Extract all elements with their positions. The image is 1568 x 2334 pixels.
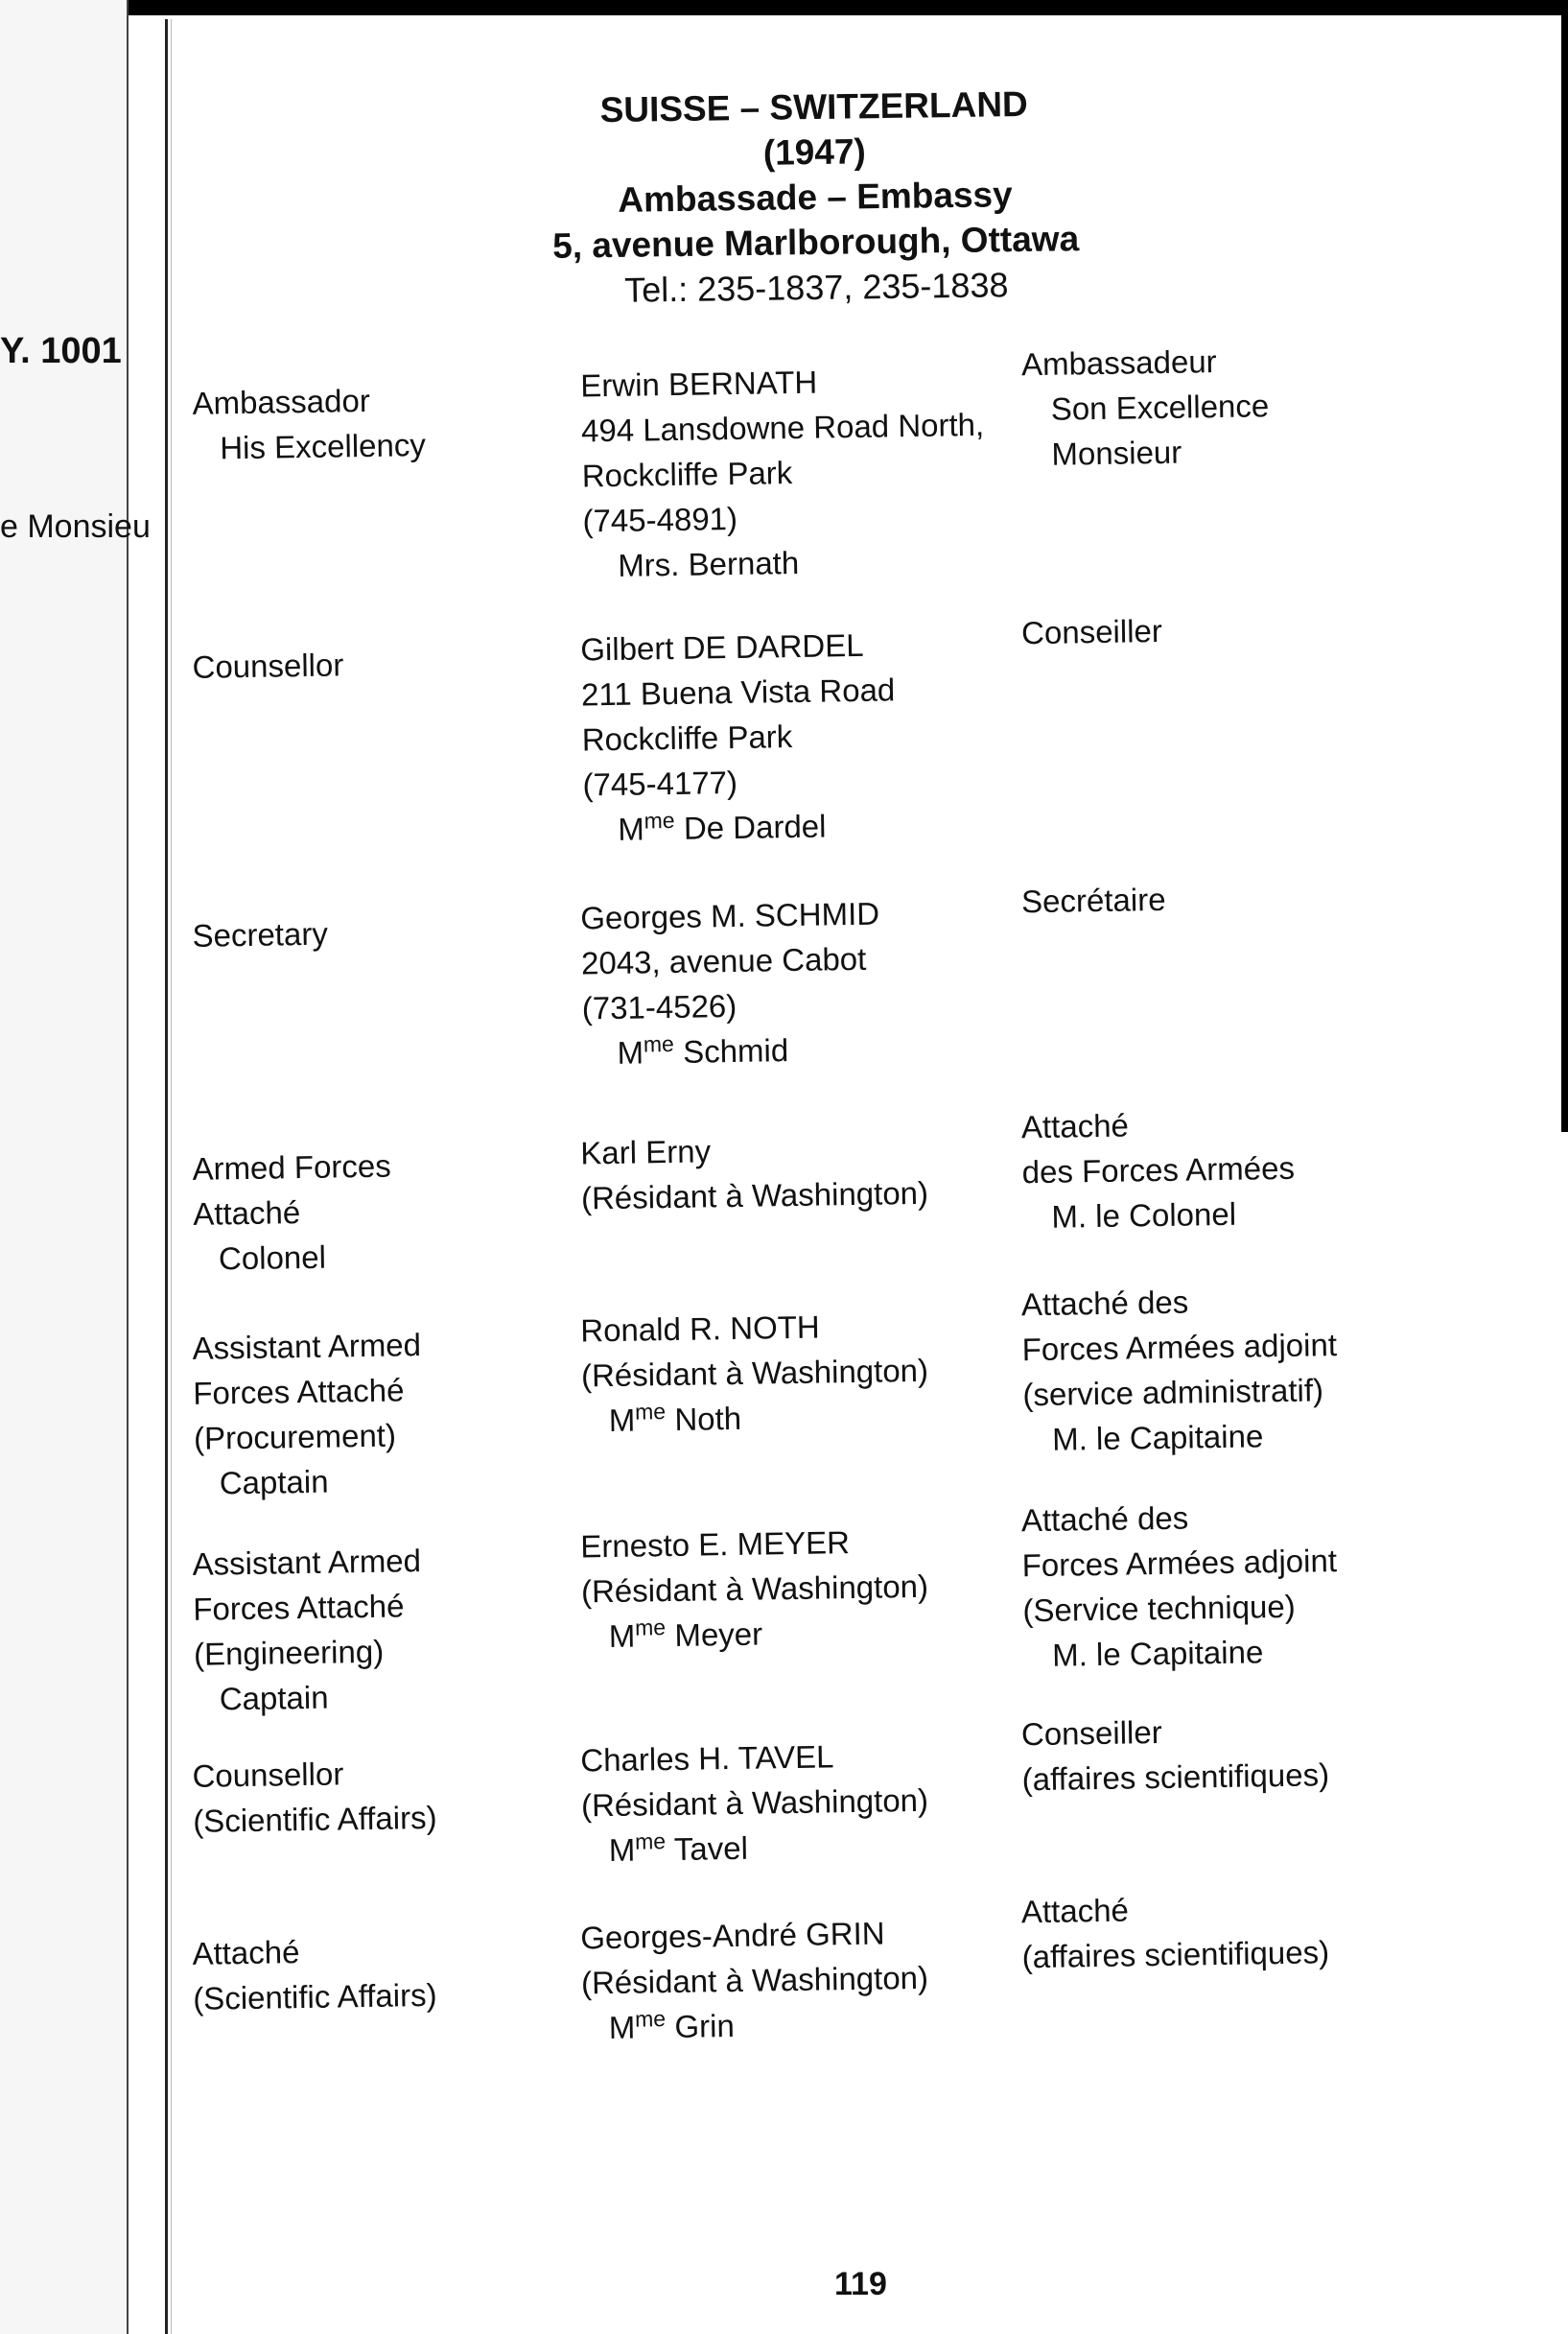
staff-name: Gilbert DE DARDEL bbox=[580, 626, 864, 668]
staff-name: Ernesto E. MEYER bbox=[580, 1524, 851, 1565]
french-title bbox=[1021, 1707, 1330, 1802]
page-right-edge bbox=[1561, 0, 1568, 1132]
english-title-line: Forces Attaché bbox=[193, 1588, 405, 1627]
staff-residence: (Résidant à Washington) bbox=[580, 1959, 929, 2001]
mme-superscript: me bbox=[634, 1828, 667, 1854]
mme-prefix: M bbox=[617, 1034, 644, 1071]
staff-details bbox=[580, 1519, 929, 1660]
staff-details bbox=[580, 1125, 928, 1221]
english-title-line: (Engineering) bbox=[193, 1633, 385, 1672]
english-title bbox=[192, 911, 328, 958]
staff-phone: (745-4891) bbox=[582, 500, 738, 539]
english-title bbox=[192, 1322, 423, 1506]
mme-superscript: me bbox=[643, 1030, 675, 1057]
staff-phone: (745-4177) bbox=[582, 764, 738, 803]
mission-type: Ambassade – Embassy bbox=[618, 175, 1013, 220]
spouse-name: Schmid bbox=[682, 1032, 789, 1070]
staff-residence: (Résidant à Washington) bbox=[580, 1174, 929, 1216]
french-title-line: des Forces Armées bbox=[1021, 1149, 1296, 1191]
staff-details bbox=[580, 1910, 929, 2051]
page-top-border bbox=[125, 0, 1568, 15]
english-title-line: (Scientific Affairs) bbox=[192, 1799, 437, 1839]
country-title: SUISSE – SWITZERLAND bbox=[599, 83, 1028, 130]
french-title bbox=[1021, 1493, 1339, 1678]
french-title-line: Attaché bbox=[1020, 1892, 1130, 1930]
french-title bbox=[1021, 338, 1271, 477]
established-year: (1947) bbox=[762, 131, 867, 173]
staff-address-line: 494 Lansdowne Road North, bbox=[580, 406, 985, 449]
spouse-name: Tavel bbox=[673, 1829, 749, 1867]
spouse-name: Mrs. Bernath bbox=[617, 544, 800, 583]
staff-details bbox=[580, 891, 882, 1076]
spouse-line bbox=[582, 1026, 881, 1076]
staff-details bbox=[580, 622, 898, 852]
spouse-name: Meyer bbox=[674, 1615, 763, 1653]
english-title-line: Counsellor bbox=[192, 1756, 344, 1794]
english-title-line: Ambassador bbox=[192, 382, 371, 421]
french-title-line: M. le Colonel bbox=[1051, 1195, 1237, 1235]
embassy-header bbox=[458, 80, 1171, 315]
staff-address-line: 2043, avenue Cabot bbox=[580, 940, 867, 981]
mme-prefix: M bbox=[608, 1617, 636, 1655]
french-title bbox=[1021, 877, 1166, 924]
spouse-name: Grin bbox=[674, 2007, 736, 2044]
embassy-address: 5, avenue Marlborough, Ottawa bbox=[551, 219, 1080, 266]
embassy-telephone: Tel.: 235-1837, 235-1838 bbox=[623, 265, 1009, 310]
staff-entry-secretary bbox=[182, 881, 1548, 1142]
english-title-line: Forces Attaché bbox=[193, 1372, 405, 1411]
spouse-name: De Dardel bbox=[683, 808, 827, 846]
spouse-line bbox=[583, 802, 898, 852]
english-title bbox=[192, 1750, 437, 1844]
mme-superscript: me bbox=[644, 807, 675, 834]
english-title bbox=[192, 1927, 437, 2021]
previous-page-fragment-zip: Y. 1001 bbox=[0, 331, 122, 371]
english-title-line: His Excellency bbox=[220, 427, 427, 466]
mme-prefix: M bbox=[608, 1831, 636, 1869]
french-title-line: Attaché bbox=[1020, 1107, 1130, 1145]
binding-rule-thin bbox=[171, 19, 172, 2334]
spouse-name: Noth bbox=[674, 1400, 742, 1437]
french-title-line: Ambassadeur bbox=[1020, 343, 1217, 383]
english-title bbox=[192, 1538, 423, 1722]
spouse-line bbox=[581, 2000, 929, 2051]
english-title bbox=[192, 377, 426, 471]
staff-details bbox=[580, 1303, 929, 1444]
french-title-line: Conseiller bbox=[1020, 1713, 1162, 1753]
french-title-line: (affaires scientifiques) bbox=[1021, 1756, 1330, 1798]
english-title-line: Attaché bbox=[192, 1194, 301, 1232]
staff-name: Ronald R. NOTH bbox=[580, 1308, 820, 1349]
english-title-line: Captain bbox=[219, 1463, 329, 1501]
english-title-line: Assistant Armed bbox=[192, 1543, 422, 1582]
staff-details bbox=[580, 357, 987, 589]
english-title-line: Assistant Armed bbox=[192, 1327, 422, 1366]
english-title-line: (Scientific Affairs) bbox=[192, 1976, 437, 2016]
english-title-line: Captain bbox=[219, 1679, 329, 1717]
staff-name: Georges M. SCHMID bbox=[580, 895, 880, 936]
english-title-line: Counsellor bbox=[192, 647, 344, 685]
french-title-line: Conseiller bbox=[1020, 612, 1163, 651]
french-title bbox=[1021, 1100, 1296, 1239]
staff-address-line: 211 Buena Vista Road bbox=[580, 672, 896, 713]
french-title-line: (service administratif) bbox=[1022, 1372, 1324, 1413]
french-title-line: Son Excellence bbox=[1050, 388, 1270, 427]
staff-residence: (Résidant à Washington) bbox=[580, 1352, 929, 1394]
staff-name: Erwin BERNATH bbox=[580, 364, 818, 404]
french-title-line: Attaché des bbox=[1020, 1284, 1189, 1323]
mme-superscript: me bbox=[634, 1399, 667, 1425]
mme-prefix: M bbox=[608, 2009, 636, 2046]
french-title-line: Secrétaire bbox=[1020, 881, 1166, 920]
french-title-line: (Service technique) bbox=[1022, 1588, 1296, 1629]
staff-phone: (731-4526) bbox=[581, 987, 737, 1026]
staff-entry-attache-scientific bbox=[182, 1892, 1548, 2161]
french-title-line: Attaché des bbox=[1020, 1499, 1189, 1539]
french-title bbox=[1021, 1884, 1330, 1979]
staff-name: Charles H. TAVEL bbox=[580, 1738, 834, 1779]
staff-name: Georges-André GRIN bbox=[580, 1915, 885, 1956]
staff-residence: (Résidant à Washington) bbox=[580, 1781, 929, 1824]
staff-details bbox=[580, 1733, 929, 1874]
french-title-line: M. le Capitaine bbox=[1051, 1634, 1264, 1673]
spouse-line bbox=[581, 1823, 929, 1874]
french-title bbox=[1021, 1277, 1339, 1462]
french-title-line: M. le Capitaine bbox=[1051, 1418, 1264, 1457]
french-title-line: (affaires scientifiques) bbox=[1021, 1934, 1330, 1975]
spouse-line bbox=[581, 1609, 929, 1660]
english-title-line: Colonel bbox=[218, 1238, 327, 1277]
binding-rule bbox=[165, 19, 168, 2334]
french-title-line: Forces Armées adjoint bbox=[1021, 1327, 1338, 1368]
staff-address-line: Rockcliffe Park bbox=[581, 719, 793, 758]
english-title bbox=[192, 642, 343, 689]
staff-entry-counsellor bbox=[182, 612, 1548, 873]
previous-page-fragment-monsieur: e Monsieu bbox=[0, 508, 151, 545]
english-title-line: Armed Forces bbox=[192, 1147, 392, 1187]
english-title-line: Secretary bbox=[192, 915, 329, 954]
french-title-line: Monsieur bbox=[1051, 434, 1182, 472]
page-number: 119 bbox=[834, 2266, 887, 2302]
staff-residence: (Résidant à Washington) bbox=[580, 1568, 929, 1610]
spouse-line bbox=[581, 1393, 929, 1444]
english-title-line: (Procurement) bbox=[193, 1417, 397, 1456]
staff-name: Karl Erny bbox=[580, 1133, 712, 1171]
mme-prefix: M bbox=[608, 1402, 636, 1439]
english-title-line: Attaché bbox=[192, 1934, 300, 1971]
staff-address-line: Rockcliffe Park bbox=[581, 455, 793, 494]
french-title bbox=[1021, 608, 1162, 655]
staff-entry-ambassador bbox=[182, 343, 1548, 609]
mme-prefix: M bbox=[617, 811, 645, 847]
english-title bbox=[192, 1143, 392, 1282]
mme-superscript: me bbox=[634, 2006, 667, 2032]
french-title-line: Forces Armées adjoint bbox=[1021, 1543, 1338, 1584]
mme-superscript: me bbox=[634, 1615, 667, 1640]
